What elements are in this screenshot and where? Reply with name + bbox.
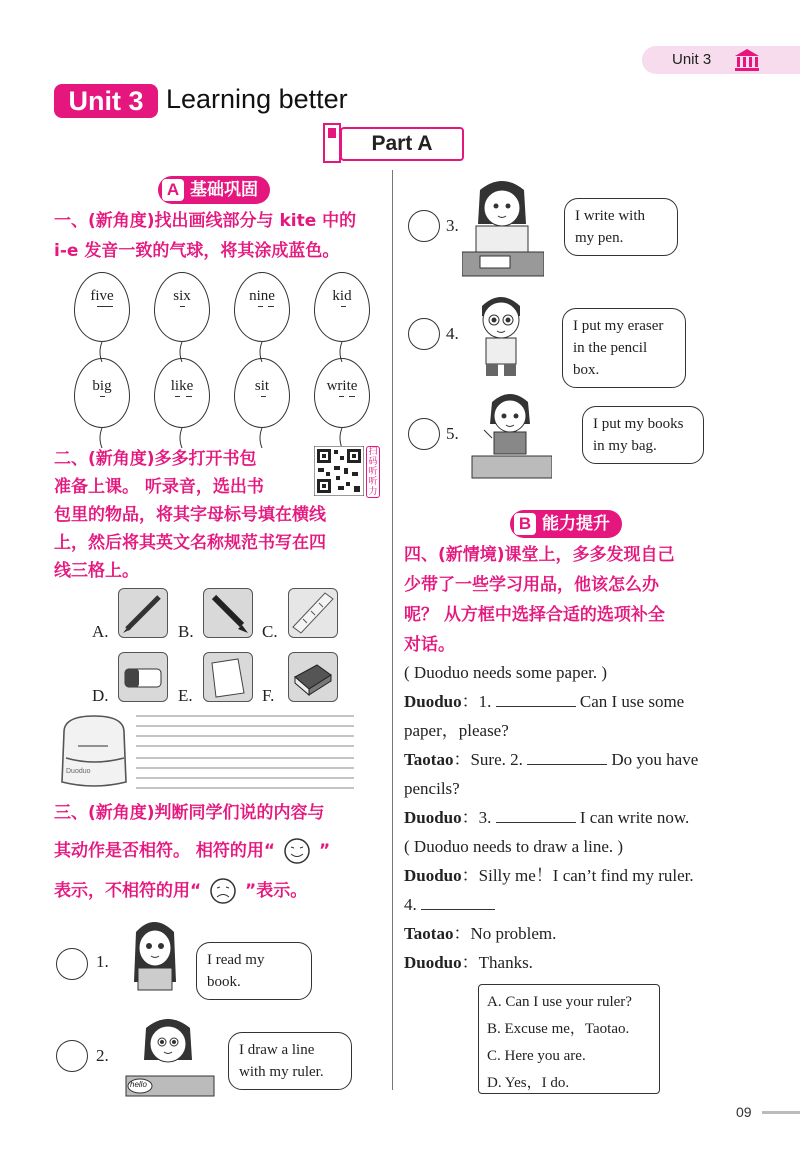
dialogue-pre: ：1. <box>461 692 492 711</box>
dialogue-text: ：Thanks. <box>461 953 533 972</box>
building-icon <box>734 48 760 72</box>
options-box <box>478 984 660 1094</box>
smile-face-icon <box>281 837 313 865</box>
q1-line2: i-e 发音一致的气球，将其涂成蓝色。 <box>54 241 340 261</box>
item-b-letter: B. <box>178 622 194 641</box>
balloon-six[interactable] <box>154 272 210 366</box>
unit-tab <box>642 46 800 74</box>
q4-line3: 呢？ 从方框中选择合适的选项补全 <box>404 605 665 625</box>
answer-face-5[interactable] <box>408 418 440 450</box>
item-e-letter: E. <box>178 686 193 705</box>
dialogue-line-3: paper，please? <box>404 721 509 740</box>
option-d: D. Yes，I do. <box>487 1075 570 1091</box>
dialogue-line-9 <box>404 890 734 919</box>
answer-face-1[interactable] <box>56 948 88 980</box>
page-number-line <box>762 1111 800 1114</box>
section-a-label: 基础巩固 <box>190 180 258 200</box>
q3-line2-close: ” <box>318 841 331 861</box>
speaker: Duoduo <box>404 953 462 972</box>
q3-line3-text: 表示，不相符的用“ <box>54 881 202 901</box>
item-a-letter: A. <box>92 622 109 641</box>
part-title: Part A <box>340 127 464 161</box>
option-b: B. Excuse me，Taotao. <box>487 1021 630 1037</box>
q3-num-5: 5. <box>446 424 459 443</box>
qr-label: 扫码听听力 <box>366 446 380 498</box>
speech-bubble-2: I draw a line with my ruler. <box>228 1032 352 1090</box>
q3-line3-close: ”表示。 <box>245 881 308 901</box>
balloon-word: nine <box>249 288 275 304</box>
dialogue <box>404 658 734 977</box>
speaker: Taotao <box>404 924 454 943</box>
balloon-sit[interactable] <box>234 358 290 452</box>
paper-icon[interactable] <box>203 652 253 702</box>
answer-blank-3[interactable] <box>496 807 576 823</box>
section-a-badge <box>158 176 270 204</box>
speaker: Duoduo <box>404 808 462 827</box>
dialogue-line-6 <box>404 803 734 832</box>
dialogue-pre: ：3. <box>461 808 492 827</box>
unit-tab-label: Unit 3 <box>672 51 712 68</box>
q3-line1: 三、(新角度)判断同学们说的内容与 <box>54 803 325 823</box>
dialogue-line-10 <box>404 919 734 948</box>
answer-blank-1[interactable] <box>496 691 576 707</box>
balloon-word: five <box>90 288 114 304</box>
q4-line2: 少带了一些学习用品，他该怎么办 <box>404 575 659 595</box>
sad-face-icon <box>207 877 239 905</box>
answer-face-4[interactable] <box>408 318 440 350</box>
speech-bubble-1: I read my book. <box>196 942 312 1000</box>
page-number: 09 <box>736 1104 752 1120</box>
eraser-icon[interactable] <box>118 652 168 702</box>
balloon-like[interactable] <box>154 358 210 452</box>
dialogue-line-2 <box>404 687 734 716</box>
unit-badge: Unit 3 <box>54 84 158 118</box>
girl-reading-illustration <box>118 912 190 996</box>
q4-line4: 对话。 <box>404 635 455 655</box>
dialogue-line-7: ( Duoduo needs to draw a line. ) <box>404 837 624 856</box>
balloon-word: like <box>170 378 194 394</box>
option-c: C. Here you are. <box>487 1048 586 1064</box>
answer-blank-4[interactable] <box>421 894 495 910</box>
schoolbag-icon <box>54 712 134 792</box>
balloon-write[interactable] <box>314 358 370 452</box>
speech-bubble-3: I write with my pen. <box>564 198 678 256</box>
q3-line3 <box>54 876 307 906</box>
speaker: Taotao <box>404 750 454 769</box>
balloon-word: write <box>326 378 358 394</box>
dialogue-line-5: pencils? <box>404 779 460 798</box>
column-divider <box>392 170 393 1090</box>
girl-bag-illustration <box>464 386 552 482</box>
q3-num-4: 4. <box>446 324 459 343</box>
balloon-five[interactable] <box>74 272 130 366</box>
section-b-letter: B <box>514 513 536 535</box>
speaker: Duoduo <box>404 866 462 885</box>
qr-code-icon[interactable] <box>314 446 364 496</box>
bag-label: Duoduo <box>66 768 91 775</box>
four-line-grid[interactable] <box>136 712 356 796</box>
dialogue-text: ：No problem. <box>453 924 557 943</box>
dialogue-post: Do you have <box>611 750 699 769</box>
pencil-icon[interactable] <box>118 588 168 638</box>
q1-line1: 一、(新角度)找出画线部分与 kite 中的 <box>54 211 357 231</box>
dialogue-pre: 4. <box>404 895 417 914</box>
section-b-badge <box>510 510 622 538</box>
q2-line4: 上，然后将其英文名称规范书写在四 <box>54 533 326 553</box>
balloon-word: six <box>173 288 191 304</box>
book-icon[interactable] <box>288 652 338 702</box>
q3-line2 <box>54 836 330 866</box>
dialogue-line-4 <box>404 745 734 774</box>
dialogue-line-8 <box>404 861 734 890</box>
balloon-word: kid <box>332 288 352 304</box>
boy-eraser-illustration <box>468 286 534 378</box>
item-f-letter: F. <box>262 686 275 705</box>
q2-line5: 线三格上。 <box>54 561 139 581</box>
q3-num-3: 3. <box>446 216 459 235</box>
girl-writing-illustration <box>462 172 544 280</box>
q2-line3: 包里的物品，将其字母标号填在横线 <box>54 505 326 525</box>
answer-face-2[interactable] <box>56 1040 88 1072</box>
q2-line2: 准备上课。 听录音，选出书 <box>54 477 264 497</box>
speech-bubble-4: I put my eraser in the pencil box. <box>562 308 686 388</box>
q3-line2-text: 其动作是否相符。 相符的用“ <box>54 841 276 861</box>
q2-line1: 二、(新角度)多多打开书包 <box>54 449 257 469</box>
section-b-label: 能力提升 <box>542 514 610 534</box>
dialogue-text: ：Silly me！I can’t find my ruler. <box>461 866 694 885</box>
balloon-word: sit <box>254 378 270 394</box>
balloon-nine[interactable] <box>234 272 290 366</box>
dialogue-line-11 <box>404 948 734 977</box>
dialogue-post: Can I use some <box>579 692 685 711</box>
ruler-icon[interactable] <box>288 588 338 638</box>
balloon-word: big <box>92 378 112 394</box>
q3-num-2: 2. <box>96 1046 109 1065</box>
option-a: A. Can I use your ruler? <box>487 994 632 1010</box>
dialogue-line-1: ( Duoduo needs some paper. ) <box>404 663 608 682</box>
dialogue-post: I can write now. <box>579 808 690 827</box>
speaker: Duoduo <box>404 692 462 711</box>
item-c-letter: C. <box>262 622 278 641</box>
speech-bubble-5: I put my books in my bag. <box>582 406 704 464</box>
q4-line1: 四、(新情境)课堂上，多多发现自己 <box>404 545 675 565</box>
balloon-big[interactable] <box>74 358 130 452</box>
section-a-letter: A <box>162 179 184 201</box>
desk-sign-text: hello <box>130 1080 147 1089</box>
answer-blank-2[interactable] <box>527 749 607 765</box>
answer-face-3[interactable] <box>408 210 440 242</box>
q3-num-1: 1. <box>96 952 109 971</box>
unit-title: Learning better <box>166 84 348 114</box>
dialogue-pre: ：Sure. 2. <box>453 750 523 769</box>
balloon-kid[interactable] <box>314 272 370 366</box>
item-d-letter: D. <box>92 686 109 705</box>
pen-icon[interactable] <box>203 588 253 638</box>
